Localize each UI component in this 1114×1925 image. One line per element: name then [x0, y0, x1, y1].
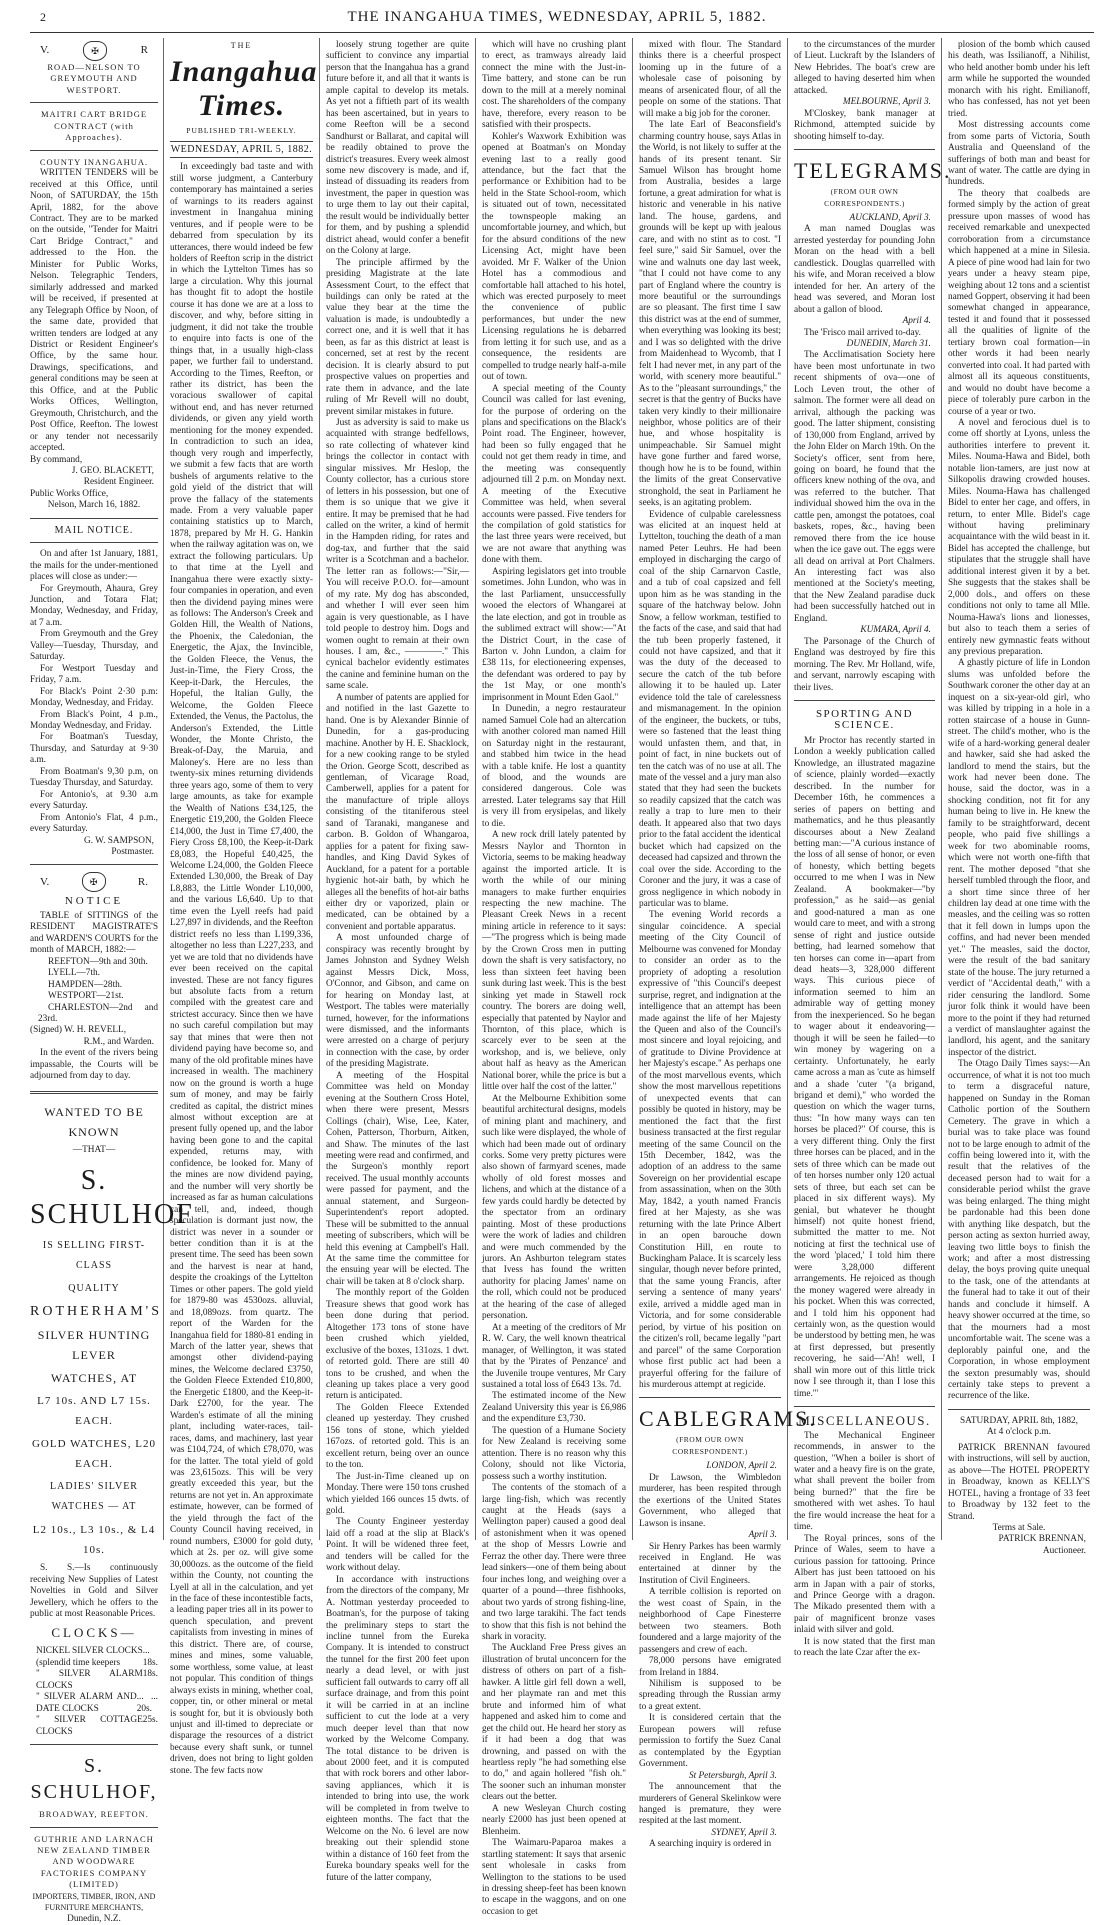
divider — [794, 149, 935, 150]
news-paragraph: A meeting of the Hospital Committee was held on Monday evening at the Southern Cross Hotel, when there were present, Messrs Collings (chair), Wise, Lee, Kater, Cohen, Patterson, Thorburn, Aitken, and Shaw. The minutes of the last meeting were read and confirmed, and the Surgeon's monthly report received. The usual monthly accounts were passed for payment, and the annual statement, and Surgeon-Superintendent's report adopted. These will be submitted to the annual meeting of subscribers, which will be held this evening at Campbell's Hall. At the same time the committee for the ensuing year will be elected. The chair will be taken at 8 o'clock sharp. — [326, 1070, 470, 1287]
telegram-dateline: April 4. — [902, 316, 931, 327]
coat-of-arms-icon: ✠ — [83, 41, 107, 61]
column-rule — [475, 38, 476, 1540]
watches-line: WATCHES, AT — [50, 1371, 138, 1386]
news-paragraph: A new rock drill lately patented by Messrs Naylor and Thornton in Victoria, seems to be making headway against the imported article. It is worth the while of our mining managers to make further enquiries respecting the new machine. The Pleasant Creek News in a recent mining article in reference to it says:—"The progress which is being made by the Crown Cross men in putting down the shaft is very satisfactory, no less than sixteen feet having been sunk during last week. This is the best sinking yet made in Stawell rock country. The borers are doing well, especially that patented by Naylor and Thornton, of this place, which is scarcely ever to be seen at the workshop, and is, we believe, only about half as heavy as the American National borer, while the price is but a little over half the cost of the latter." — [482, 830, 626, 1093]
office-date: Nelson, March 16, 1882. — [47, 500, 141, 511]
misc-title: MISCELLANEOUS. — [798, 1413, 931, 1429]
misc-body — [794, 1431, 935, 1660]
signed-title: R.M., and Warden. — [83, 1036, 154, 1047]
auction-text: PATRICK BRENNAN favoured with instructions, will sell by auction, as above—The HOTEL PROPERTY in Broadway, known as KELLY'S HOTEL, having a frontage of 33 feet to Broadway by 132 feet to the Strand. — [948, 1442, 1090, 1522]
header-rule — [30, 32, 1094, 33]
divider — [30, 150, 158, 151]
crest-left: V. — [40, 875, 50, 888]
crest-right: R — [140, 44, 148, 57]
news-paragraph: A new Wesleyan Church costing nearly £2000 has just been opened at Blenheim. — [482, 1803, 626, 1837]
news-paragraph: The Waimaru-Paparoa makes a startling statement: It says that arsenic sent wholesale in casks from Wellington to the stations to be used in dressing sheep-feet has been known to escape in the waggons, and on one occasion to get — [482, 1838, 626, 1917]
news-paragraph: Most distressing accounts come from some parts of Victoria, South Australia and Queensland of the sufferings of both man and beast for want of water. The cattle are dying in hundreds. — [948, 120, 1090, 188]
mail-item: For Westport Tuesday and Friday, 7 a.m. — [30, 663, 158, 686]
news-paragraph: A most unfounded charge of conspiracy was recently brought by James Johnston and Sydney Welsh against Messrs Dick, Moss, O'Connor, and Gibson, and came on for hearing on Monday last, at Westport. The tables were materially turned, however, for the informations were dismissed, and the informants were arrested on a charge of perjury in connection with the case, by order of the presiding Magistrate. — [326, 933, 469, 1070]
signed-name: (Signed) W. H. REVELL, — [30, 1025, 127, 1036]
divider — [794, 700, 935, 701]
cable-text: Nihilism is supposed to be spreading through the Russian army to a great extent. — [639, 1678, 781, 1712]
sale-date: SATURDAY, APRIL 8th, 1882, — [960, 1415, 1078, 1426]
cable-text: It is considered certain that the European powers will refuse permission to fortify the Suez Canal as contemplated by the Egyptian Government. — [639, 1713, 781, 1770]
cable-dateline: April 3. — [748, 1530, 777, 1541]
divider — [30, 1827, 158, 1828]
cable-text: Dr Lawson, the Wimbledon murderer, has been respited through the exertions of the United States Government, who alleged that Lawson is insane. — [639, 1472, 781, 1529]
clocks-title: CLOCKS— — [51, 1625, 137, 1641]
masthead: THE INANGAHUA TIMES, WEDNESDAY, APRIL 5, 1882. — [347, 9, 767, 25]
mail-item: From Black's Point, 4 p.m., Monday Wednesday, and Friday. — [30, 709, 158, 732]
schulhof-name-2: S. SCHULHOF, — [30, 1755, 158, 1804]
divider — [639, 1397, 781, 1398]
column-rule — [941, 38, 942, 1540]
column-6-telegrams — [794, 40, 952, 1659]
news-paragraph: The Just-in-Time cleaned up on Monday. There were 150 tons crushed which yielded 166 ounces 15 dwts. of gold. — [326, 1471, 469, 1516]
crest-left: V. — [40, 44, 50, 57]
auctioneer-name: PATRICK BRENNAN, — [998, 1534, 1086, 1545]
clock-name: " SILVER COTTAGE CLOCKS — [36, 1715, 143, 1737]
news-body — [948, 40, 1090, 1403]
column-7-news-auction — [948, 40, 1091, 1556]
news-paragraph: The late Earl of Beaconsfield's charming country house, says Atlas in the World, is not likely to suffer at the hands of its present tenant. Sir Samuel Wilson has brought home from Australia, besides a large fortune, a great admiration for what is historic and venerable in his native land. The house, gardens, and grounds will be kept up with jealous care, and with no stint as to cost. "I feel sure," said Sir Samuel, over the wine and walnuts one day last week, "that I could not have come to any part of England where the country is more beautiful or the surroundings are so pleasant. The first time I saw this district was at the end of summer, when everything was looking its best; and I was so delighted with the drive from Maidenhead to Wycomb, that I felt I had never met, in any part of the world, with scenery more beautiful." As to the "pleasant surroundings," the secret is that the gentry of Bucks have taken very kindly to their millionaire neighbor, whose politics are of their hue, and whose hospitality is unimpeachable. Sir Samuel might have gone further and fared worse, though how he is to be found, within the limits of the great Conservative stronghold, the seat in Parliament he seeks, is an agitating problem. — [639, 120, 781, 509]
divider — [30, 102, 158, 103]
sitting-item: HAMPDEN—28th. — [48, 979, 123, 990]
quality-line: QUALITY — [68, 1283, 120, 1295]
mail-intro: On and after 1st January, 1881, the mails for the under-mentioned places will close as under:— — [30, 549, 158, 583]
cable-dateline: SYDNEY, April 3. — [711, 1827, 777, 1838]
clock-item — [30, 1692, 158, 1715]
coat-of-arms-icon: ✠ — [82, 872, 106, 892]
clock-price: ... ... 20s. — [136, 1692, 158, 1714]
paper-the: THE — [230, 41, 253, 50]
column-1-advertisements — [30, 40, 194, 1924]
sitting-item: LYELL—7th. — [48, 968, 100, 979]
column-4-local-news — [482, 40, 626, 1917]
auctioneer-title: Auctioneer. — [1042, 1545, 1086, 1556]
editorial-paragraph: In exceedingly bad taste and with still worse judgment, a Canterbury contemporary has maintained a series of warnings to its readers against investment in Inangahua mining ventures, and if people were to be debarred from speculation by its utterances, there would indeed be few holders of Reefton scrip in the district in which the Lyttelton Times has so large a circulation. Why this journal has thought fit to adopt the hostile course it has done we are at a loss to discover, and why, before sitting in judgment, it did not take the trouble to enquire into facts is one of the things that, in a usually high-class paper, we further fail to understand. According to the Times, Reefton, or rather its district, has been the voracious swallower of capital without end, and has never returned dividends, or given any yield worth mentioning for the money expended. In contradiction to such an idea, though very rough and imperfectly, we submit a few facts that are worth bushels of arguments relative to the gold yield of the district that will prove the fallacy of the statements made. From a very valuable paper containing statistics up to March, 1878, prepared by Mr H. G. Hankin when the railway agitation was on, we extract the following particulars. Up to that time at the Lyell and Inangahua there were exactly sixty-four companies in operation, and even then the dividend paying mines were as follows: The Anderson's Creek and Golden Hill, the Wealth of Nations, the Phoenix, the Caledonian, the Energetic, the Ajax, the Invincible, the Golden Fleece, the Venus, the Just-in-Time, the Fiery Cross, the Keep-it-Dark, the Hercules, the Hopeful, the Italian Gully, the Welcome, the Golden Fleece Extended, the Venus, the Pactolus, the Anderson's Extended, the Little Wonder, the Monte Christo, the Break-of-Day, the Maruia, and Maloney's. Here are no less than twenty-six mines returning dividends three years ago, some of them to very large amounts, as take for example the Wealth of Nations £34,125, the Energetic £19,200, the Golden Fleece £14,000, the Just in Time £7,400, the Fiery Cross £8,100, the Keep-it-Dark £8,083, the Hopeful £40,425, the Welcome L24,000, the Golden Fleece Extended L30,000, the Break of Day L8,883, the Little Wonder L10,000, and the various L6,640. Up to that time even the Lyell reefs had paid L27,897 in dividends, and the Reefton district reefs no less than L199,336, altogether no less than L227,233, and yet we are told that no dividends have ever been received on the capital invested. These are not fancy figures but absolute facts from a return compiled with the greatest care and strictest accuracy. Since then we have no such careful compilation but may say that mines that were then not dividend paying have become so, and many of the old profitable mines have increased in wealth. The machinery now on the ground is worth a huge sum of money, and may be fairly credited as capital, the district mines almost without exception are at present fully opened up, and the labor having been gone to and the capital expended, returns may, with confidence, be looked for. Many of the mines are now dividend paying, and the number will very shortly be increased as far as human calculations can tell, and, indeed, though speculation is dormant just now, the district was never in a sounder or better condition than it is at the present time. The seed has been sown and the harvest is near at hand, despite the croakings of the Lyttelton Times or other papers. The gold yield for 1879-80 was 4530ozs. alluvial, and 18,089ozs. from quartz. The report of the Warden for the Inangahua field for 1880-81 ending in March of the latter year, shews that amongst other dividend-paying mines, the Welcome declared £3750, the Golden Fleece Extended £10,800, the Energetic £1800, and the Keep-it-Dark £2700, for the year. The Warden's estimate of all the mining plant, including water-races, tail-races, dams, and machinery, last year was £104,724, of which £78,070, was for the latter. The total yield of gold was 23,615ozs. This will be very greatly exceeded this year, but the returns are not yet in. An approximate estimate, however, can be formed of the yield through the fact of the County Council having received, in round numbers, £3000 for gold duty, which at 2s. per oz. will give some 30,000ozs. as the outcome of the field within the County, not counting the Lyell at all in the calculation, and yet in the face of these incontestible facts, a leading paper tries all in its power to quench speculation, and prevent capitalists from investing in mines of this district. There are, of course, mines and mines, some valuable, some worthless, some value, at least not popular. This condition of things always exists in mining, whether coal, copper, tin, or other mineral or metal is sought for, but it is obviously both unjust and ill-timed to depreciate or disparage the resources of a district because every shaft sunk, or tunnel driven, does not bring to light golden stone. The few facts now — [170, 162, 313, 1776]
local-news-body — [326, 40, 469, 1884]
sitting-item: REEFTON—9th and 30th. — [48, 956, 148, 967]
sitting-item: CHARLESTON—2nd and 23rd. — [38, 1002, 158, 1024]
schulhof-name: S. SCHULHOF — [30, 1165, 194, 1231]
news-body — [639, 40, 781, 1391]
news-paragraph: In accordance with instructions from the directors of the company, Mr A. Nottman yesterday proceeded to Boatman's, for the purpose of taking the preliminary steps to start the incline tunnel from the Eureka Company. It is intended to construct the tunnel for the first 200 feet upon nearly a dead level, or with just sufficient fall outwards to carry off all surface drainage, and from this point it will be carried in at an incline sufficient to cut the lode at a very much deeper level than that now worked by the Welcome Company. The total distance to be driven is about 2000 feet, and it is computed that with rock borers and other labor-saving appliances, which it is intended to bring into use, the work will be completed in from twelve to eighteen months. The fact that the Welcome on the No. 6 level are now breaking out their splendid stone within a distance of 160 feet from the Eureka boundary speaks well for the future of the latter company, — [326, 1574, 469, 1883]
clock-item — [30, 1646, 158, 1669]
dunedin-line: Dunedin, N.Z. — [67, 1913, 121, 1924]
paper-name: Inangahua Times. — [170, 55, 318, 123]
telegram-text: The 'Frisco mail arrived to-day. — [804, 327, 921, 338]
column-5-news-cablegrams — [639, 40, 817, 1850]
telegrams-list — [794, 213, 935, 694]
telegrams-subtitle: (FROM OUR OWN CORRESPONDENTS.) — [824, 187, 905, 208]
cablegrams-list — [639, 1461, 781, 1850]
rivers-text: In the event of the rivers being impassable, the Courts will be adjourned from day to day. — [30, 1048, 158, 1082]
telegram-dateline: DUNEDIN, March 31. — [846, 338, 931, 349]
crest — [30, 871, 158, 893]
cable-text: A terrible collision is reported on the west coast of Spain, in the neighborhood of Cape Finesterre between two steamers. Both foundered and a large majority of the passengers and crew of each. — [639, 1587, 781, 1655]
telegram-dateline: AUCKLAND, April 3. — [849, 212, 931, 223]
notice-text: TABLE of SITTINGS of the RESIDENT MAGISTRATE'S and WARDEN'S COURTS for the month of MARCH, 1882:— — [30, 910, 158, 956]
misc-paragraph: The Royal princes, sons of the Prince of Wales, seem to have a curious passion for tattooing. Prince Albert has just been tattooed on his arm in Japan with a pair of storks, and Prince George with a dragon. The Mikado presented them with a pair of magnificent bronze vases inlaid with silver and gold. — [794, 1533, 935, 1636]
news-paragraph: The evening World records a singular coincidence. A special meeting of the City Council of Melbourne was convened for Monday to consider an order as to the propriety of adopting a resolution expressive of "this Council's deepest surprise, regret, and indignation at the intelligence that an attempt has been made against the life of her Majesty the Queen and also of the Council's most sincere and loyal rejoicing, and of gratitude to Divine Providence at her Majesty's escape." As perhaps one of the most marvellous events, which show the most marvellous repetitions of unexpected events that can possibly be quoted in history, may be mentioned the fact that the first business transacted at the first regular meeting of the same Council on the 15th December, 1842, was the adoption of an address to the same Sovereign on her providential escape from assassination, when on the 30th May, 1842, a youth named Francis fired at her Majesty, as she was returning with the late Prince Albert in an open barouche down Constitution Hill, en route to Buckingham Palace. It is scarcely less singular, though never before printed, that the same young Francis, after serving a sentence of many years' exile, arrived a middle aged man in Victoria, and for some considerable period, by virtue of his position on the citizen's roll, became legally "part and parcel" of the same Corporation whose first public act had been a prayerful offering for the failure of his murderous attempt at regicide. — [639, 910, 781, 1391]
column-rule — [632, 38, 633, 1540]
news-paragraph: The estimated income of the New Zealand University this year is £6,986 and the expenditure £3,730. — [482, 1391, 626, 1425]
postmaster-name: G. W. SAMPSON, — [83, 835, 154, 846]
mail-item: For Greymouth, Ahaura, Grey Junction, and Totara Flat; Monday, Wednesday, and Friday, at 7 a.m. — [30, 583, 158, 628]
telegram-text: The Parsonage of the Church of England was destroyed by fire this morning. The Rev. Mr Holland, wife, and servant, narrowly escaping with their lives. — [794, 636, 935, 693]
local-news-body — [482, 40, 626, 1918]
mail-item: For Black's Point 2·30 p.m: Monday, Wednesday, and Friday. — [30, 686, 158, 709]
telegram-text: The Acclimatisation Society here have been most unfortunate in two recent shipments of ova—one of Loch Leven trout, the other of salmon. The former were all dead on arrival, although the packing was good. The latter shipment, consisting of 130,000 from England, arrived by the John Elder on March 19th. On the Society's officer, sent from here, going on board, he found that the officers knew nothing of the ova, and was referred to the butcher. That individual showed him the ova in the cattle pen, amongst the potatoes, coal baskets, ropes, &c., having been removed there from the ice house when the ice gave out. The eggs were all dead on arrival at Port Chalmers. An interesting fact was also mentioned at the Society's meeting, that the New Zealand paradise duck had been successfully hatched out in England. — [794, 350, 935, 624]
divider — [30, 542, 158, 543]
divider — [30, 864, 158, 865]
mail-item: For Boatman's Tuesday, Thursday, and Saturday at 9·30 a.m. — [30, 732, 158, 766]
news-paragraph: At a meeting of the creditors of Mr R. W. Cary, the well known theatrical manager, of Wellington, it was stated that by the 'Pirates of Penzance' and the Juvenile troupe ventures, Mr Cary sustained a total loss of £643 13s. 7d. — [482, 1322, 626, 1391]
news-paragraph: The Auckland Free Press gives an illustration of brutal unconcern for the distress of others on part of a fish-hawker. A little girl fell down a well, and her playmate ran and met this brute and informed him of what happened and asked him to come and get the child out. He heard her story as if it had been a dog that was drowning, and passed on with the heartless reply "he had something else to do," and again hollered "fish oh." The sooner such an inhuman monster clears out the better. — [482, 1643, 626, 1803]
cablegrams-subtitle: (FROM OUR OWN CORRESPONDENT.) — [672, 1435, 748, 1456]
guthrie-heading: GUTHRIE AND LARNACH NEW ZEALAND TIMBER AND WOODWARE FACTORIES COMPANY (LIMITED) — [34, 1833, 154, 1890]
selling-line: IS SELLING FIRST-CLASS — [42, 1240, 146, 1272]
column-2-editorial — [170, 40, 318, 1776]
news-paragraph: plosion of the bomb which caused his death, was Issilianoff, a Nihilist, who held another bomb under his left arm while he supported the wounded monarch with his right. Emilianoff, who has confessed, has not yet been tried. — [948, 40, 1090, 119]
road-title: ROAD—NELSON TO GREYMOUTH AND WESTPORT. — [47, 62, 141, 95]
news-paragraph: The question of a Humane Society for New Zealand is receiving some attention. There is no reason why this Colony, should not like Victoria, possess such a worthy institution. — [482, 1425, 626, 1482]
misc-paragraph: The Mechanical Engineer recommends, in answer to the question, "When a boiler is short of water and a heavy fire is on the grate, what shall prevent the boiler from being burned?" that the fire be smothered with wet ashes. To haul the fire would increase the heat for a time. — [794, 1430, 935, 1533]
ss-text: S. S.—Is continuously receiving New Supplies of Latest Novelties in Gold and Silver Jewellery, which he offers to the public at most Reasonable Prices. — [30, 1563, 158, 1619]
sporting-title: SPORTING AND SCIENCE. — [815, 708, 914, 732]
mail-item: From Antonio's Flat, 4 p.m., every Saturday. — [30, 812, 158, 835]
divider — [30, 1744, 158, 1745]
clock-price: 25s. — [142, 1715, 158, 1726]
news-paragraph: The monthly report of the Golden Treasure shews that good work has been done during that period. Altogether 173 tons of stone have been crushed which yielded, exclusive of the boxes, 131ozs. 1 dwt. of retorted gold. There are still 40 tons to be crushed, and when the cleaning up takes place a very good return is anticipated. — [326, 1288, 469, 1402]
importers-line: IMPORTERS, TIMBER, IRON, AND FURNITURE MERCHANTS, — [32, 1891, 156, 1913]
column-rule — [787, 38, 788, 1540]
clocks-list — [30, 1646, 158, 1738]
divider — [794, 1406, 935, 1407]
office-line: Public Works Office, — [30, 488, 109, 499]
divider — [30, 518, 158, 519]
news-paragraph: The principle affirmed by the presiding Magistrate at the late Assessment Court, to the effect that buildings can only be rated at the value they bear at the time the valuation is made, is undoubtedly a correct one, and it is well that it has been, as far as this district at least is concerned, set at rest by the recent decision. It is clearly absurd to put prospective values on properties and rate them in advance, and the late ruling of Mr Revell will no doubt, prevent similar mistakes in future. — [326, 257, 469, 417]
clock-item — [30, 1715, 158, 1738]
sporting-text: Mr Proctor has recently started in London a weekly publication called Knowledge, an illustrated magazine of science, plainly worded—exactly described. In the number for December 16th, he commences a series of papers on betting and mathematics, and he thus pleasantly discourses about a New Zealand betting man:—"A curious instance of the loss of all sense of honor, or even of honesty, which betting begets occurred to me when I was in New Zealand. A bookmaker—"by profession," as he said—as genial and good-natured a man as one would care to meet, and with a strong sense of right and justice outside betting, had learned somehow that ten horses can come in—apart from dead heats—3, 328,000 different ways. This curious piece of information seemed to him an admirable way of getting money from the inexperienced. So he began to wager about it endeavoring—though it will be seen he failed—to win money by wagering on a certainty. Unfortunately, he early came across a man as 'cute as himself and a shade 'cuter "(a brigand, brigand et demi)," who worded the question on which the wager turns, thus: "In how many ways can ten horses be placed?" Of course, this is a very different thing. Only the first three horses can be placed, and in the sets of three which can be made out of ten horses number only 120 actual sets of three, but each set can be placed in six different ways). My genial, but whatever he thought himself) not quite honest friend, submitted the matter to me. Not noticing at first the technical use of the word 'placed,' I told him there were 3,28,000 different arrangements. He rejoiced as though the money wagered were already in his pocket. When this was corrected, and I told him his opponent had certainly won, as the question would be understood by betting men, he was at first depressed, but presently recovering, he said—'Ah! well, I shall win more out of this little trick now I see through it, than I lose this time.'" — [794, 735, 935, 1399]
clock-item — [30, 1669, 158, 1692]
column-rule — [319, 38, 320, 1540]
news-paragraph: loosely strung together are quite sufficient to convince any impartial person that the Inangahua has a grand future before it, and all that it wants is ample capital to develop its metals. As yet not a fiftieth part of its wealth has been ascertained, but in years to come Reefton will be a second Sandhurst or Ballarat, and capital will be readily obtained to prove the district's treasures. Every week almost some new discovery is made, and if, instead of dissuading its readers from investment, the paper in question was to urge them to lay out their capital, the result would be individually better for them, and by pushing a splendid district ahead, would confer a benefit on the Colony at large. — [326, 40, 469, 257]
county-title: COUNTY INANGAHUA. — [39, 156, 149, 167]
mail-item: From Greymouth and the Grey Valley—Tuesday, Thursday, and Saturday. — [30, 629, 158, 663]
column-3-local-news — [326, 40, 470, 1883]
news-paragraph: The County Engineer yesterday laid off a road at the slip at Black's Point. It will be widened three feet, and tenders will be called for the work without delay. — [326, 1517, 469, 1574]
telegram-dateline: KUMARA, April 4. — [860, 625, 931, 636]
mail-item: For Antonio's, at 9.30 a.m every Saturday. — [30, 789, 158, 812]
published-line: PUBLISHED TRI-WEEKLY. — [186, 126, 297, 136]
cablegrams-title: CABLEGRAMS. — [639, 1406, 817, 1432]
terms-line: Terms at Sale. — [992, 1523, 1046, 1533]
wanted-heading: WANTED TO BE KNOWN — [44, 1104, 144, 1139]
crest — [30, 40, 158, 62]
cable-text: A searching inquiry is ordered in — [649, 1839, 772, 1850]
telegram-text: M'Closkey, bank manager at Richmond, attempted suicide by shooting himself to-day. — [794, 108, 935, 142]
news-paragraph: Just as adversity is said to make us acquainted with strange bedfellows, so rate collecting of whatever kind brings the collector in contact with singular missives. Mr Heslop, the County collector, has a curious store of letters in his possession, but one of them is so unique that we give it entire. It may be premised that he had called on the writer, a kind of hermit in the Hampden riding, for rates and dog-tax, and further that the said writer is a Scotchman and a bachelor. The letter ran as follows:—"Sir,—You will receive P.O.O. for—amount of my rate. My dog has absconded, and whether I will ever seen him again is very questionable, as I have told people to destroy him. Dogs and women ought to remain at their own houses. I am, &c., ————." This cynical bachelor evidently estimates the canine and feminine human on the same scale. — [326, 417, 469, 692]
news-paragraph: Aspiring legislators get into trouble sometimes. John Lundon, who was in the last Parliament, unsuccessfully wooed the electors of Whangarei at the late election, and got in trouble as the sublimed extract will show:—"At the District Court, in the case of Barton v. John Lundon, a claim for £38 11s, for electioneering expenses, the defendant was ordered to pay by the 1st May, or one month's imprisonment in Mount Eden Gaol." — [482, 566, 626, 703]
news-paragraph: Kohler's Waxwork Exhibition was opened at Boatman's on Monday evening last to a really good attendance, but the fact that the performance or Exhibition had to be held in the State School-room, which is situated out of town, necessitated the townspeople making an uncomfortable journey, and which, but for the absurd conditions of the new Licensing Act, might have been avoided. Mr F. Walker of the Union Hotel has a commodious and comfortable hall attached to his hotel, which was erected purposely to meet the convenience of public performances, but under the new Licensing regulations he is debarred from letting it for such use, and as a consequence, the residents are compelled to trudge nearly half-a-mile out of town. — [482, 131, 626, 383]
news-paragraph: A number of patents are applied for and notified in the last Gazette to hand. One is by Alexander Binnie of Dunedin, for a gas-producing machine. Another by H. E. Shacklock, for a new cooking range to be styled the Orion. George Scott, described as gentleman, of Vicarage Road, Camberwell, applies for a patent for the manufacture of triple alloys consisting of the titaniferous steel sand of Taranaki, manganese and carbon. B. Goldon of Whangaroa, applies for a patent for fixing saw-handles, and King David Sykes of Auckland, for a patent for a portable hygienic hot-air bath, by which he alleges all the benefits of hot-air baths either dry or vaporized, plain or medicated, can be obtained by a convenient and portable apparatus. — [326, 692, 469, 932]
that-line: —THAT— — [72, 1144, 116, 1155]
clock-price: 18s. — [142, 1669, 158, 1680]
divider — [948, 1409, 1090, 1410]
news-paragraph: The theory that coalbeds are formed simply by the action of great pressure upon masses of wood has received remarkable and unexpected corroboration from a circumstance which happened at a mine in Silesia. A piece of pine wood had lain for two years under a heavy steam pipe, weighing about 12 tons and a scientist named Goppert, observing it had been somewhat changed in appearance, tested it and found that it possessed all the qualities of lignite of the tertiary brown coal formation—in other words it had been nearly converted into coal. It had parted with almost all its aqueous constituents, and would no doubt have become a piece of tolerably pure carbon in the course of a year or two. — [948, 188, 1091, 417]
clock-price: ... 18s. — [142, 1646, 158, 1668]
ladies-line: LADIES' SILVER WATCHES — AT — [50, 1481, 138, 1513]
news-paragraph: Evidence of culpable carelessness was elicited at an inquest held at Lyttelton, touching the death of a man named Peter Leuhrs. He had been employed in discharging the cargo of coal of the ship Carnarvon Castle, and a tub of coal capsized and fell upon him as he was standing in the square of the hatchway below. John Snow, a fellow workman, testified to the facts of the case, and said that had the tub been properly fastened, it could not have capsized, and that it was the duty of the deceased to secure the catch of the tub before allowing it to be hauled up. Later evidence told the tale of carelessness and mismanagement. In the opinion of the engineer, the buckets, or tubs, were so fastened that the least thing would unfasten them, and that, in point of fact, in nine buckets out of ten the catch was of no use at all. The mate of the vessel and a jury man also stated that they had seen the buckets so readily capsized that the catch was really a trap to lure men to their death. It appeared also that two days prior to the fatal accident the identical bucket which had capsized on the deceased had capsized and thrown the coal over the side. According to the Coroner and the jury, it was a case of gross negligence in which nobody in particular was to blame. — [639, 509, 781, 909]
tender-text: WRITTEN TENDERS will be received at this Office, until Noon, of SATURDAY, the 15th April, 1882, for the above Contract. They are to be marked on the outside, "Tender for Maitri Cart Bridge Contract," and addressed to the Hon. the Minister for Public Works, Nelson. Telegraphic Tenders, similarly addressed and marked will be received, if presented at any Telegraph Office by Noon, of the same date, provided that written tenders are lodged at any District or Resident Engineer's Office, by the same hour. Drawings, specifications, and general conditions may be seen at this Office, and at the Public Works Offices, Wellington, Greymouth, Christchurch, and the Post Office, Reefton. The lowest or any tender not necessarily accepted. — [30, 168, 158, 454]
telegrams-title: TELEGRAMS. — [794, 158, 952, 184]
cable-dateline: St Petersburgh, April 3. — [688, 1770, 777, 1781]
page-header — [0, 0, 1114, 34]
rotherham-line: ROTHERHAM'S — [30, 1304, 162, 1320]
news-paragraph: A novel and ferocious duel is to come off shortly at Lyons, unless the authorities interfere to prevent it. Miles. Nouma-Hawa and Bidel, both notable lion-tamers, are just now at Silkopolis drawing crowded houses. Miles. Nouma-Hawa has challenged Bidel to enter her cage, and offers, in return, to enter Mlle. Bidel's cage without having preliminary acquaintance with the wild beast in it. Bidel has accepted the challenge, but stipulates that the struggle shall have additional interest given it by a bet. She suggests that the stakes shall be 2,000 dols., and offers on these conditions not only to tame all Mlle. Nouma-Hawa's lions and lionesses, but also to teach them a series of entirely new gymnastic feats without any previous preparation. — [948, 417, 1090, 658]
news-paragraph: At the Melbourne Exhibition some beautiful architectural designs, models of mining plant and machinery, and such like were displayed, the whole of which had been made out of ordinary corks. Some very pretty pictures were also shown of farmyard scenes, made wholly of old forest mosses and lichens, and which at the distance of a few yards could hardly be detected by the spectator from an ordinary painting. Most of these productions were the work of ladies and children and were much commended by the jurors. An Ashburton telegram states that Ivess has found the written authority for placing James' name on the roll, which could not be produced at the hearing of the case of alleged personation. — [482, 1093, 626, 1322]
notice-title: NOTICE — [64, 895, 124, 908]
telegram-text: A man named Douglas was arrested yesterday for pounding John Moran on the head with a bell candlestick. Douglas quarrelled with his wife, and Moran received a blow intended for her. An artery of the head was severed, and Moran lost about a gallon of blood. — [794, 224, 935, 315]
schulhof-address: BROADWAY, REEFTON. — [39, 1809, 149, 1820]
sale-time: At 4 o'clock p.m. — [987, 1427, 1051, 1438]
clock-name: " SILVER ALARM AND DATE CLOCKS — [36, 1692, 137, 1714]
cable-text: Sir Henry Parkes has been warmly received in England. He was entertained at dinner by the Institution of Civil Engineers. — [639, 1541, 781, 1586]
sitting-item: WESTPORT—21st. — [48, 991, 124, 1002]
telegram-dateline: MELBOURNE, April 3. — [842, 97, 931, 108]
news-paragraph: The Golden Fleece Extended cleaned up yesterday. They crushed 156 tons of stone, which yielded 167ozs. of retorted gold. This is an excellent return, being over an ounce to the ton. — [326, 1402, 469, 1471]
news-paragraph: In Dunedin, a negro restaurateur named Samuel Cole had an altercation with another colored man named Hill on Saturday night in the restaurant, and stabbed him twice in the head with a table knife. He lost a quantity of blood, and the wounds are considered dangerous. Cole was arrested. Later telegrams say that Hill is very ill from erysipelas, and likely to die. — [482, 704, 626, 829]
news-paragraph: which will have no crushing plant to erect, as tramways already laid connect the mine with the Just-in-Time battery, and stone can be run down to the mill at a merely nominal cost. The shareholders of the company have, therefore, every reason to be satisfied with their prospects. — [482, 40, 626, 131]
page-number: 2 — [40, 10, 46, 24]
column-rule — [163, 38, 164, 1540]
engineer-title: Resident Engineer. — [83, 477, 154, 488]
clock-name: " SILVER ALARM CLOCKS — [36, 1669, 143, 1691]
news-paragraph: The Otago Daily Times says:—An occurrence, of what it is not too much to term a disgraceful nature, happened on Sunday in the Roman Catholic portion of the Southern Cemetery. The grave in which a burial was to take place was found not to be large enough to admit of the coffin being lowered into it, with the result that the relatives of the deceased person had to wait for a considerable period whilst the grave was being enlarged. The thing might be pardonable had this been done with anything like despatch, but the person acting as sexton hurried away, leaving two little boys to finish the work; and after a most distressing delay, the boys proving quite unequal to the task, one of the attendants at the funeral had to take it out of their hands and conclude it himself. A heavy shower occurred at the time, so that the mourners had a most uncomfortable wait. The scene was a deplorably painful one, and the Corporation, in whose employment the sexton presumably was, should certainly take steps to prevent a recurrence of the like. — [948, 1059, 1090, 1402]
cable-text: 78,000 persons have emigrated from Ireland in 1884. — [639, 1656, 781, 1678]
gold-line: GOLD WATCHES, L20 EACH. — [31, 1438, 157, 1471]
engineer-name: J. GEO. BLACKETT, — [71, 465, 154, 476]
cable-text: The announcement that the murderers of General Skelinkow were hanged is premature, they were respited at the last moment. — [639, 1782, 781, 1827]
ladies-price: L2 10s., L3 10s., & L4 10s. — [32, 1524, 156, 1557]
sittings-list — [30, 957, 158, 1026]
news-paragraph: A special meeting of the County Council was called for last evening, for the purpose of ordering on the plans and specifications on the Black's Point road. The Engineer, however, had been so fully engaged that he could not get them ready in time, and the meeting was consequently adjourned till 2 p.m. on Monday next. A meeting of the Executive Committee was held, when several accounts were passed. Five tenders for the compilation of gold statistics for the last three years were received, but we are not aware that anything was done with them. — [482, 383, 626, 566]
dateline: WEDNESDAY, APRIL 5, 1882. — [170, 141, 313, 158]
by-command: By command, — [30, 454, 83, 465]
editorial-body — [170, 162, 313, 1777]
crest-right: R. — [137, 875, 148, 888]
silver-line: SILVER HUNTING LEVER — [37, 1328, 151, 1363]
news-paragraph: mixed with flour. The Standard thinks there is a cheerful prospect looming up in the future of a wholesale case of poisoning by means of arsenicated flour, of all the people on some of the stations. That will make a big job for the coroner. — [639, 40, 781, 119]
mail-list — [30, 584, 158, 836]
news-paragraph: The contents of the stomach of a large ling-fish, which was recently caught at the Heads (says a Wellington paper) caused a good deal of astonishment when it was opened at the shop of Messrs Lowrie and Ferraz the other day. There were three lead sinkers—one of them being about four inches long, and weighing over a quarter of a pound—three fishhooks, about two yards of strong fishing-line, and two large tarakihi. The fact tends to show that this fish is not behind the shark in voracity. — [482, 1483, 626, 1642]
price-line: L7 10s. AND L7 15s. EACH. — [37, 1395, 151, 1428]
mail-item: From Boatman's 9,30 p.m, on Tuesday Thursday, and Saturday. — [30, 766, 158, 789]
postmaster-title: Postmaster. — [111, 847, 154, 857]
news-paragraph: A ghastly picture of life in London slums was unfolded before the Southwark coroner the other day at an inquest on a six-year-old girl, who was killed by tripping in a hole in a rotten staircase of a house in Gunn-street. The child's mother, who is the wife of a hard-working general dealer and hawker, said she had asked the landlord to mend the stairs, but the work had never been done. The house, said the doctor, was in a shocking condition, not fit for any human being to live in. He knew the family to be straightforward, decent people, who paid five shillings a week for two abominable rooms, which were not worth one-fifth that rent. The mother deposed "that she herself tumbled through the floor, and a short time since three of her children lay dead at one time with the measles, and the ceiling was so rotten that it fell down in lumps upon the coffins, and had never been mended yet." The measles, said the doctor, were the result of the bad sanitary state of the house. The jury returned a verdict of "Accidental death," with a rider censuring the landlord. Some juror folk think it would have been more to the point if they had returned a verdict of manslaughter against the landlord, his agent, and the sanitary inspector of the district. — [948, 658, 1090, 1058]
mail-notice-title: MAIL NOTICE. — [54, 524, 134, 536]
misc-paragraph: It is now stated that the first man to reach the late Czar after the ex- — [794, 1636, 935, 1659]
clock-name: NICKEL SILVER CLOCKS (splendid time keepers — [36, 1646, 143, 1668]
cable-dateline: LONDON, April 2. — [706, 1461, 777, 1472]
divider — [30, 1091, 158, 1094]
telegram-continued: to the circumstances of the murder of Lieut. Luckraft by the Islanders of New Hebrides. The boat's crew are alleged to having deserted him when attacked. — [794, 40, 935, 96]
contract-title: MAITRI CART BRIDGE CONTRACT (with Approaches). — [40, 109, 148, 143]
